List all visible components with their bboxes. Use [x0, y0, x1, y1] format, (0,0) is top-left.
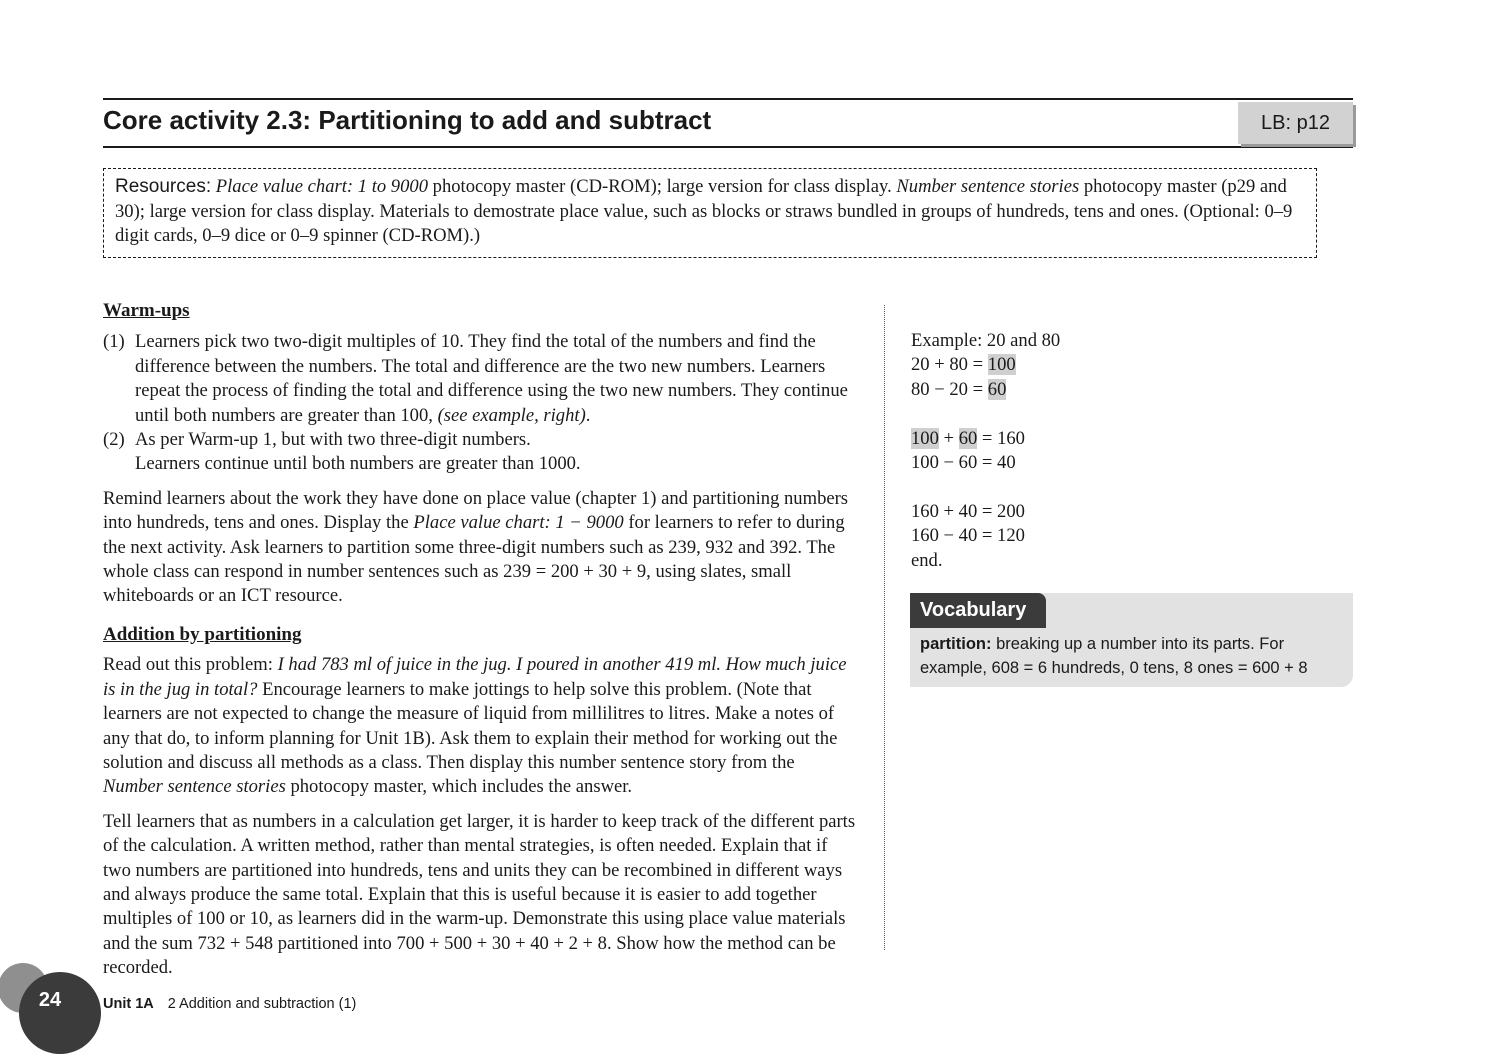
example-spacer	[911, 402, 1060, 426]
addition-paragraph-1	[103, 653, 858, 799]
warmup-number: (1)	[103, 331, 125, 353]
addition-problem: I had 783 ml of juice in the jug. I poured in another 419 ml. How much juice is in the jug in total?	[103, 654, 847, 700]
remind-text-c: for learners to refer to during the next activity. Ask learners to partition some three-digit numbers such as 239, 932 and 392. The whole class can respond in number sentences such as 239 = 200 + 30 + 9, using slates, small whiteboards or an ICT resource.	[103, 512, 845, 607]
highlighted-result: 60	[987, 378, 1007, 400]
example-line-2	[911, 378, 1060, 402]
example-title: Example: 20 and 80	[911, 330, 1061, 351]
addition-text-a: Read out this problem:	[103, 654, 278, 676]
activity-title: Core activity 2.3: Partitioning to add and subtract	[103, 105, 712, 135]
example-line-5: 160 + 40 = 200	[911, 500, 1025, 522]
equation-text: 20 + 80 =	[911, 354, 988, 376]
page-number: 24	[38, 989, 62, 1011]
warmup-number: (2)	[103, 429, 125, 451]
addition-stories-title: Number sentence stories	[103, 776, 286, 798]
warmup-text: As per Warm-up 1, but with two three-digit numbers.	[135, 429, 531, 451]
example-line-6: 160 − 40 = 120	[911, 525, 1025, 547]
resources-stories-title: Number sentence stories	[896, 176, 1080, 197]
column-divider	[884, 305, 885, 950]
remind-paragraph	[103, 487, 858, 609]
highlighted-operand: 60	[958, 427, 978, 449]
warmup-text-end: .	[585, 404, 591, 426]
remind-text-a: Remind learners about the work they have done on place value (chapter 1) and partitioning numbers into hundreds, tens and ones. Display the	[103, 487, 849, 534]
resources-text-2: photocopy master (p29 and 30); large version for class display. Materials to demostrate place value, such as blocks or straws bundled in groups of hundreds, tens and ones. (Optional: 0–9 digit cards, 0–9 dice or 0–9 spinner (CD-ROM).)	[115, 176, 1293, 246]
example-line-3	[911, 427, 1060, 451]
addition-text-c: Encourage learners to make jottings to help solve this problem. (Note that learners are not expected to change the measure of liquid from millilitres to litres. Make a notes of any that do, to inform planning for Unit 1B). Ask them to explain their method for working out the solution and discuss all methods as a class. Then display this number sentence story from the	[103, 678, 838, 773]
equation-text: +	[938, 427, 959, 449]
vocabulary-definition: breaking up a number into its parts. For example, 608 = 6 hundreds, 0 tens, 8 ones = 600 + 8	[920, 635, 1308, 677]
warmup-text-continued: Learners continue until both numbers are greater than 1000.	[135, 453, 581, 475]
resources-label: Resources:	[115, 176, 212, 197]
warmups-list	[103, 330, 858, 476]
resources-text-1: photocopy master (CD-ROM); large version for class display.	[428, 176, 897, 197]
activity-header	[103, 98, 1353, 148]
equation-text: 80 − 20 =	[911, 378, 988, 400]
addition-text-e: photocopy master, which includes the answer.	[285, 776, 633, 798]
example-line-4: 100 − 60 = 40	[911, 452, 1016, 474]
warmup-item-2	[103, 428, 858, 477]
highlighted-operand: 100	[911, 427, 939, 449]
example-spacer	[911, 475, 1060, 499]
warmup-item-1	[103, 330, 858, 428]
main-column	[103, 299, 858, 981]
warmups-heading: Warm-ups	[103, 300, 190, 321]
resources-chart-title: Place value chart: 1 to 9000	[215, 176, 428, 197]
footer-chapter: 2 Addition and subtraction (1)	[167, 996, 357, 1012]
learner-book-reference: LB: p12	[1238, 102, 1353, 144]
example-line-1	[911, 353, 1060, 377]
example-end: end.	[911, 549, 943, 571]
equation-text: = 160	[977, 427, 1025, 449]
highlighted-result: 100	[987, 354, 1016, 376]
warmup-text: Learners pick two two-digit multiples of 10. They find the total of the numbers and find the difference between the numbers. The total and difference are the two new numbers. Learners repeat the process of finding the total and difference using the two new numbers. They continue until both numbers are greater than 100,	[135, 331, 848, 426]
vocabulary-heading: Vocabulary	[910, 593, 1046, 628]
resources-box	[103, 168, 1317, 258]
footer	[103, 996, 356, 1012]
vocabulary-box	[910, 593, 1353, 687]
footer-unit: Unit 1A	[103, 996, 154, 1012]
vocabulary-term: partition:	[920, 635, 992, 653]
page-badge	[19, 972, 101, 1054]
remind-chart-title: Place value chart: 1 − 9000	[413, 512, 624, 534]
addition-paragraph-2: Tell learners that as numbers in a calculation get larger, it is harder to keep track of the different parts of the calculation. A written method, rather than mental strategies, is often needed. Explain that if two numbers are partitioned into hundreds, tens and units they can be recombined in different ways and always produce the same total. Explain that this is useful because it is easier to add together multiples of 100 or 10, as learners did in the warm-up. Demonstrate this using place value materials and the sum 732 + 548 partitioned into 700 + 500 + 30 + 40 + 2 + 8. Show how the method can be recorded.	[103, 810, 856, 979]
example-box	[911, 329, 1060, 573]
vocabulary-entry	[920, 632, 1345, 680]
warmup-example-ref: (see example, right)	[437, 404, 586, 426]
addition-heading: Addition by partitioning	[103, 623, 302, 645]
